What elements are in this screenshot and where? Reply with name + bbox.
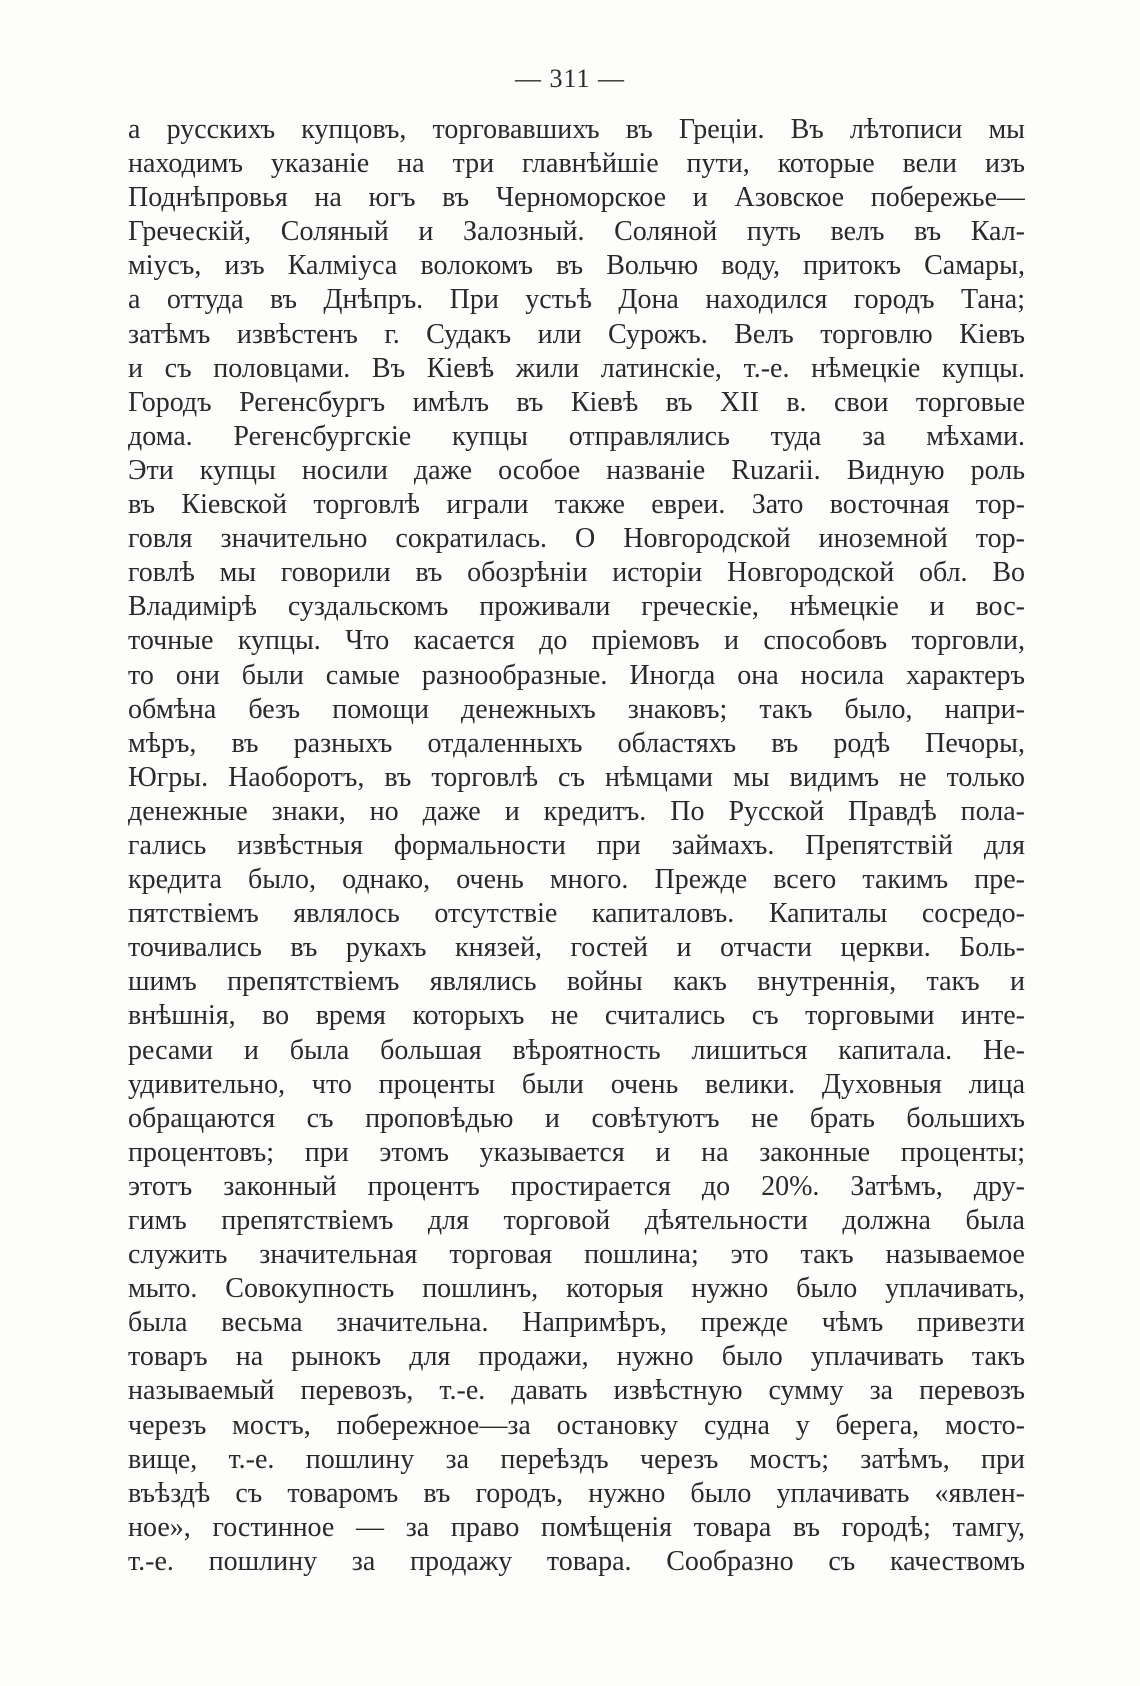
text-line: служить значительная торговая пошлина; это такъ называемое <box>128 1239 1025 1271</box>
body-text <box>128 113 1025 1579</box>
text-line: говлѣ мы говорили въ обозрѣніи исторіи Новгородской обл. Во <box>128 557 1025 589</box>
text-line: говля значительно сократилась. О Новгородской иноземной тор- <box>128 523 1025 555</box>
text-line: называемый перевозъ, т.-е. давать извѣстную сумму за перевозъ <box>128 1375 1025 1407</box>
text-line: дома. Регенсбургскіе купцы отправлялись туда за мѣхами. <box>128 420 1025 452</box>
text-line: ное», гостинное — за право помѣщенія товара въ городѣ; тамгу, <box>128 1511 1025 1543</box>
text-line: черезъ мостъ, побережное—за остановку судна у берега, мосто- <box>128 1409 1025 1441</box>
text-line: а русскихъ купцовъ, торговавшихъ въ Греціи. Въ лѣтописи мы <box>128 114 1025 145</box>
text-line: гимъ препятствіемъ для торговой дѣятельности должна была <box>128 1205 1025 1236</box>
text-line: точивались въ рукахъ князей, гостей и отчасти церкви. Боль- <box>128 932 1025 964</box>
text-line: шимъ препятствіемъ являлись войны какъ внутреннія, такъ и <box>128 966 1025 998</box>
text-line: Владимірѣ суздальскомъ проживали греческіе, нѣмецкіе и вос- <box>128 591 1025 623</box>
text-line: Городъ Регенсбургъ имѣлъ въ Кіевѣ въ XII в. свои торговые <box>128 386 1025 418</box>
text-line: и съ половцами. Въ Кіевѣ жили латинскіе, т.-е. нѣмецкіе купцы. <box>128 352 1025 384</box>
text-line: въѣздѣ съ товаромъ въ городъ, нужно было уплачивать «явлен- <box>128 1477 1025 1509</box>
text-line: внѣшнія, во время которыхъ не считались съ торговыми инте- <box>128 1000 1025 1032</box>
text-line: денежные знаки, но даже и кредитъ. По Русской Правдѣ пола- <box>128 795 1025 827</box>
text-line: вище, т.-е. пошлину за переѣздъ черезъ мостъ; затѣмъ, при <box>128 1443 1025 1475</box>
text-line: товаръ на рынокъ для продажи, нужно было уплачивать такъ <box>128 1341 1025 1373</box>
text-line: Поднѣпровья на югъ въ Черноморское и Азовское побережье— <box>128 182 1025 214</box>
text-line: то они были самые разнообразные. Иногда она носила характеръ <box>128 659 1025 691</box>
text-line: обращаются съ проповѣдью и совѣтуютъ не брать большихъ <box>128 1102 1025 1134</box>
text-line: обмѣна безъ помощи денежныхъ знаковъ; такъ было, напри- <box>128 693 1025 725</box>
text-line: была весьма значительна. Напримѣръ, прежде чѣмъ привезти <box>128 1307 1025 1339</box>
text-line: мыто. Совокупность пошлинъ, которыя нужно было уплачивать, <box>128 1273 1025 1305</box>
text-line: этотъ законный процентъ простирается до 20%. Затѣмъ, дру- <box>128 1170 1025 1202</box>
text-line: Греческій, Соляный и Залозный. Соляной путь велъ въ Кал- <box>128 216 1025 248</box>
text-line: пятствіемъ являлось отсутствіе капиталовъ. Капиталы сосредо- <box>128 898 1025 930</box>
text-line: а оттуда въ Днѣпръ. При устьѣ Дона находился городъ Тана; <box>128 284 1025 316</box>
text-line: Эти купцы носили даже особое названіе Ruzarii. Видную роль <box>128 454 1025 486</box>
text-line: точные купцы. Что касается до пріемовъ и способовъ торговли, <box>128 625 1025 657</box>
text-line: затѣмъ извѣстенъ г. Судакъ или Сурожъ. Велъ торговлю Кіевъ <box>128 318 1025 350</box>
text-line: гались извѣстныя формальности при займахъ. Препятствій для <box>128 829 1025 861</box>
text-line: удивительно, что проценты были очень велики. Духовныя лица <box>128 1068 1025 1100</box>
text-line: т.-е. пошлину за продажу товара. Сообразно съ качествомъ <box>128 1545 1025 1577</box>
text-line: находимъ указаніе на три главнѣйшіе пути, которые вели изъ <box>128 148 1025 180</box>
text-line: міусъ, изъ Калміуса волокомъ въ Вольчю воду, притокъ Самары, <box>128 250 1025 282</box>
text-line: въ Кіевской торговлѣ играли также евреи. Зато восточная тор- <box>128 489 1025 521</box>
text-line: мѣръ, въ разныхъ отдаленныхъ областяхъ въ родѣ Печоры, <box>128 727 1025 759</box>
text-line: ресами и была большая вѣроятность лишиться капитала. Не- <box>128 1034 1025 1066</box>
text-line: процентовъ; при этомъ указывается и на законные проценты; <box>128 1136 1025 1168</box>
text-line: Югры. Наоборотъ, въ торговлѣ съ нѣмцами мы видимъ не только <box>128 761 1025 793</box>
page-number: — 311 — <box>514 64 626 93</box>
text-line: кредита было, однако, очень много. Прежде всего такимъ пре- <box>128 864 1025 896</box>
